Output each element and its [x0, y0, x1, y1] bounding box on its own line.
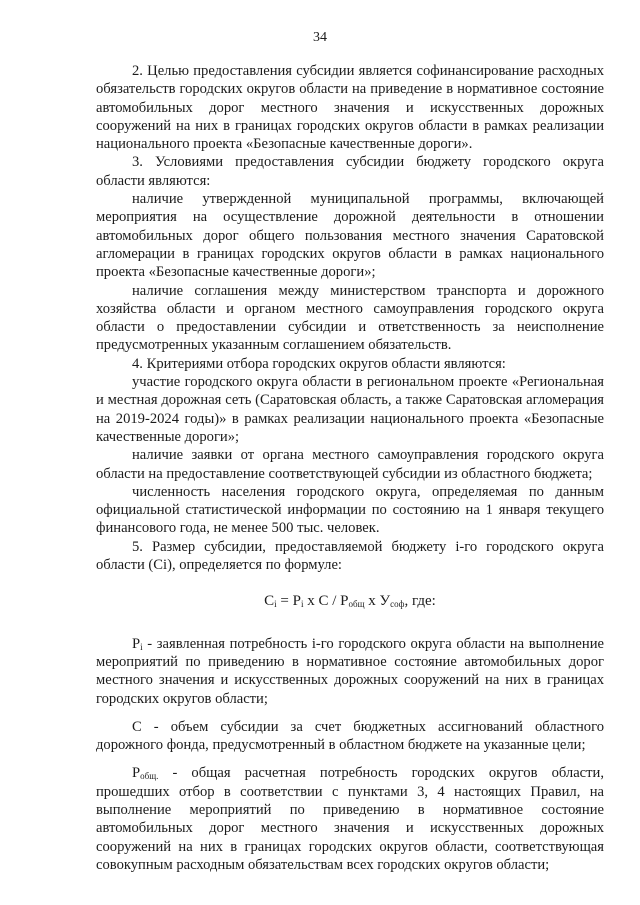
formula-ci-sub: i	[274, 599, 277, 610]
definition-pi-symbol: P	[132, 635, 141, 652]
paragraph-5: 5. Размер субсидии, предоставляемой бюджету i-го городского округа области (Ci), определяется по формуле:	[96, 538, 604, 574]
paragraph-4-criterion-application: наличие заявки от органа местного самоуправления городского округа области на предоставление соответствующей субсидии из областного бюджета;	[96, 447, 604, 482]
formula-ci: C	[264, 593, 275, 610]
formula-tail: , где:	[404, 593, 436, 610]
definition-pobsh	[96, 764, 604, 874]
paragraph-4-criterion-population: численность населения городского округа, определяемая по данным официальной статистической информации по состоянию на 1 января текущего финансового года, не менее 500 тыс. человек.	[96, 483, 604, 537]
definition-pi-sub: i	[140, 641, 143, 652]
definition-pobsh-symbol: P	[132, 765, 141, 782]
formula-pobsh-sub: общ	[348, 599, 365, 610]
formula-pi-sub: i	[300, 599, 304, 610]
paragraph-3-condition-agreement: наличие соглашения между министерством транспорта и дорожного хозяйства области и органом местного самоуправления городского округа области о предоставлении субсидии и ответственность за неисполнение предусмотренных указанным соглашением обязательств.	[96, 282, 604, 354]
document-body	[96, 62, 604, 874]
formula-mid: х С / P	[303, 593, 349, 610]
page-number: 34	[313, 30, 327, 45]
formula-x: х У	[364, 593, 391, 610]
definition-pobsh-text: - общая расчетная потребность городских округов области, прошедших отбор в соответствии с пунктами 3, 4 настоящих Правил, на выполнение мероприятий по приведению в нормативное состояние автомобильных дорог местного значения и искусственных дорожных сооружений на них в границах городских округов области, соответствующая совокупным расходным обязательствам всех городских округов области;	[96, 765, 604, 873]
paragraph-4-criterion-participation: участие городского округа области в региональном проекте «Региональная и местная дорожная сеть (Саратовская область, а также Саратовская агломерация на 2019-2024 годы)» в рамках реализации национального проекта «Безопасные качественные дороги»;	[96, 374, 604, 445]
definition-pobsh-sub: общ.	[140, 771, 159, 782]
paragraph-3: 3. Условиями предоставления субсидии бюджету городского округа области являются:	[96, 154, 604, 189]
paragraph-3-condition-program: наличие утвержденной муниципальной программы, включающей мероприятия на осуществление дорожной деятельности в отношении автомобильных дорог общего пользования местного значения Саратовской агломерации в границах городских округов области в рамках национального проекта «Безопасные качественные дороги»;	[96, 191, 604, 281]
paragraph-2: 2. Целью предоставления субсидии является софинансирование расходных обязательств городских округов области на приведение в нормативное состояние автомобильных дорог местного значения и искусственных дорожных сооружений на них в границах городских округов области в рамках реализации национального проекта «Безопасные качественные дороги».	[96, 63, 604, 153]
definition-c: С - объем субсидии за счет бюджетных ассигнований областного дорожного фонда, предусмотренный в областном бюджете на указанные цели;	[96, 718, 604, 754]
subsidy-formula	[96, 592, 604, 610]
formula-usof-sub: соф	[390, 599, 405, 610]
definition-pi-text: - заявленная потребность i-го городского округа области на выполнение мероприятий по приведению в нормативное состояние автомобильных дорог местного значения и искусственных дорожных сооружений на них в границах городских округов области;	[96, 635, 604, 707]
paragraph-4: 4. Критериями отбора городских округов области являются:	[132, 355, 506, 372]
definition-pi	[96, 635, 604, 708]
formula-eq: = P	[276, 593, 301, 610]
